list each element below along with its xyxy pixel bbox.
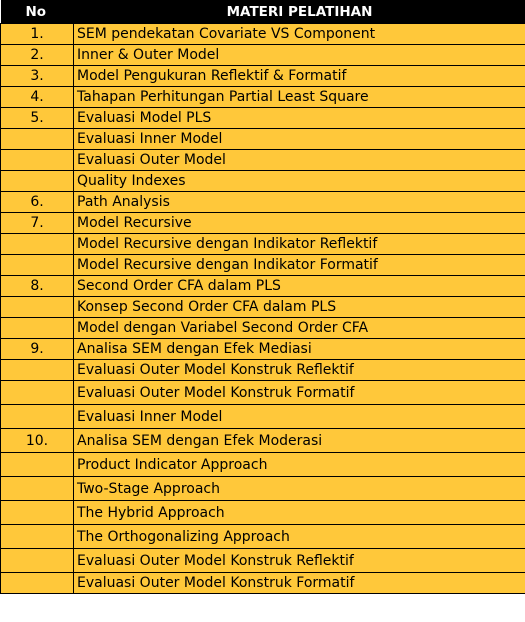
header-no: No [1, 0, 74, 24]
table-row [1, 213, 525, 234]
row-materi: Evaluasi Outer Model Konstruk Reflektif [74, 360, 525, 381]
table-row [1, 192, 525, 213]
table-row [1, 360, 525, 381]
row-number: 6. [1, 192, 74, 213]
row-number [1, 549, 74, 573]
row-materi: Two-Stage Approach [74, 477, 525, 501]
table-row [1, 477, 525, 501]
table-row [1, 429, 525, 453]
row-materi: Analisa SEM dengan Efek Mediasi [74, 339, 525, 360]
row-number [1, 501, 74, 525]
table-row [1, 381, 525, 405]
row-materi: Evaluasi Inner Model [74, 129, 525, 150]
row-materi: Model Recursive dengan Indikator Formatif [74, 255, 525, 276]
row-materi: Evaluasi Outer Model Konstruk Formatif [74, 381, 525, 405]
table-row [1, 405, 525, 429]
table-row [1, 525, 525, 549]
row-materi: Evaluasi Model PLS [74, 108, 525, 129]
row-number: 2. [1, 45, 74, 66]
row-number [1, 234, 74, 255]
row-number [1, 171, 74, 192]
row-number: 1. [1, 24, 74, 45]
table-row [1, 255, 525, 276]
row-materi: Evaluasi Outer Model [74, 150, 525, 171]
row-number [1, 150, 74, 171]
table-row [1, 66, 525, 87]
row-number: 10. [1, 429, 74, 453]
table-row [1, 573, 525, 594]
row-materi: Path Analysis [74, 192, 525, 213]
row-number [1, 381, 74, 405]
row-number [1, 405, 74, 429]
table-row [1, 339, 525, 360]
row-number: 8. [1, 276, 74, 297]
row-materi: Evaluasi Outer Model Konstruk Formatif [74, 573, 525, 594]
row-number: 5. [1, 108, 74, 129]
row-materi: Second Order CFA dalam PLS [74, 276, 525, 297]
table-row [1, 87, 525, 108]
row-materi: Model Pengukuran Reflektif & Formatif [74, 66, 525, 87]
row-materi: Evaluasi Outer Model Konstruk Reflektif [74, 549, 525, 573]
row-materi: Model Recursive [74, 213, 525, 234]
table-body [1, 24, 525, 594]
row-materi: Model dengan Variabel Second Order CFA [74, 318, 525, 339]
table-row [1, 453, 525, 477]
table-row [1, 171, 525, 192]
row-number [1, 360, 74, 381]
row-materi: Evaluasi Inner Model [74, 405, 525, 429]
table-row [1, 150, 525, 171]
table-row [1, 501, 525, 525]
row-number [1, 297, 74, 318]
table-row [1, 24, 525, 45]
row-number: 4. [1, 87, 74, 108]
row-materi: The Orthogonalizing Approach [74, 525, 525, 549]
table-row [1, 276, 525, 297]
row-number [1, 573, 74, 594]
row-number [1, 255, 74, 276]
row-materi: Analisa SEM dengan Efek Moderasi [74, 429, 525, 453]
row-materi: Model Recursive dengan Indikator Reflektif [74, 234, 525, 255]
row-materi: SEM pendekatan Covariate VS Component [74, 24, 525, 45]
row-materi: Tahapan Perhitungan Partial Least Square [74, 87, 525, 108]
table-row [1, 129, 525, 150]
table-row [1, 45, 525, 66]
row-materi: Product Indicator Approach [74, 453, 525, 477]
header-row [1, 0, 525, 24]
table-row [1, 234, 525, 255]
row-number [1, 129, 74, 150]
row-materi: Konsep Second Order CFA dalam PLS [74, 297, 525, 318]
row-number [1, 477, 74, 501]
row-number: 7. [1, 213, 74, 234]
row-number [1, 453, 74, 477]
row-number [1, 525, 74, 549]
row-number: 3. [1, 66, 74, 87]
header-materi: MATERI PELATIHAN [74, 0, 525, 24]
row-number: 9. [1, 339, 74, 360]
row-materi: Quality Indexes [74, 171, 525, 192]
table-row [1, 297, 525, 318]
table-row [1, 108, 525, 129]
row-materi: Inner & Outer Model [74, 45, 525, 66]
table-row [1, 318, 525, 339]
row-materi: The Hybrid Approach [74, 501, 525, 525]
row-number [1, 318, 74, 339]
table-row [1, 549, 525, 573]
